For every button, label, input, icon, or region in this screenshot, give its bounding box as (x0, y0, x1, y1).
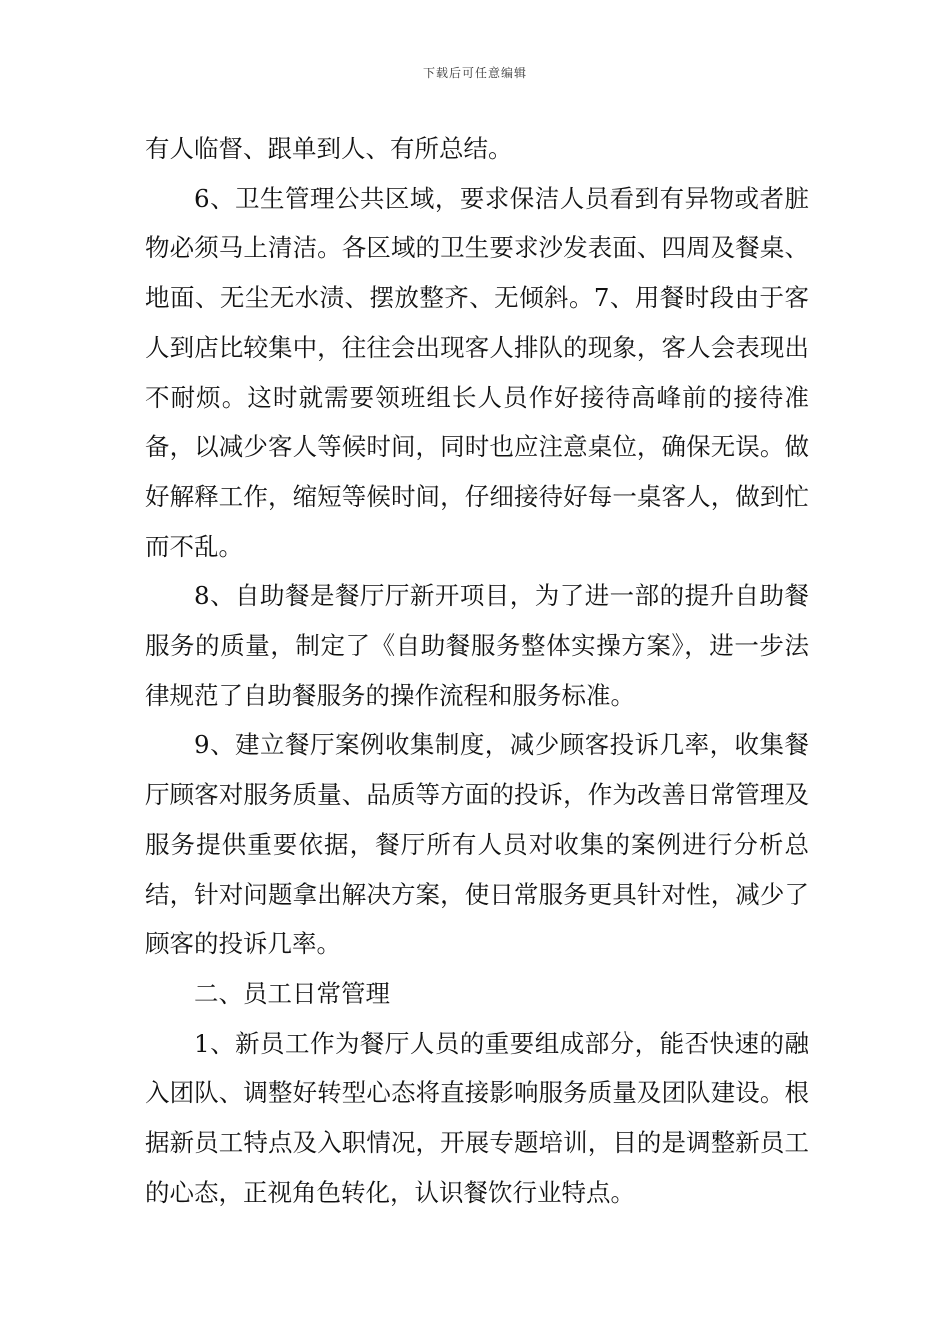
page-header: 下载后可任意编辑 (422, 66, 527, 80)
paragraph-staff-item-1: 1、新员工作为餐厅人员的重要组成部分，能否快速的融入团队、调整好转型心态将直接影响服务质量及团队建设。根据新员工特点及入职情况，开展专题培训，目的是调整新员工的心态，正视角色转化，认识餐饮行业特点。 (145, 1028, 809, 1207)
paragraph-item-6-7: 6、卫生管理公共区域，要求保洁人员看到有异物或者脏物必须马上清洁。各区域的卫生要求沙发表面、四周及餐桌、地面、无尘无水渍、摆放整齐、无倾斜。7、用餐时段由于客人到店比较集中，往往会出现客人排队的现象，客人会表现出不耐烦。这时就需要领班组长人员作好接待高峰前的接待准备，以减少客人等候时间，同时也应注意桌位，确保无误。做好解释工作，缩短等候时间，仔细接待好每一桌客人，做到忙而不乱。 (145, 183, 809, 561)
paragraph-item-8: 8、自助餐是餐厅厅新开项目，为了进一部的提升自助餐服务的质量，制定了《自助餐服务整体实操方案》，进一步法律规范了自助餐服务的操作流程和服务标准。 (145, 581, 809, 710)
section-heading-staff-management: 二、员工日常管理 (194, 978, 390, 1008)
paragraph-continuation: 有人临督、跟单到人、有所总结。 (145, 134, 513, 163)
document-body (145, 124, 809, 1217)
paragraph-item-9: 9、建立餐厅案例收集制度，减少顾客投诉几率，收集餐厅顾客对服务质量、品质等方面的投诉，作为改善日常管理及服务提供重要依据，餐厅所有人员对收集的案例进行分析总结，针对问题拿出解决方案，使日常服务更具针对性，减少了顾客的投诉几率。 (145, 730, 809, 959)
